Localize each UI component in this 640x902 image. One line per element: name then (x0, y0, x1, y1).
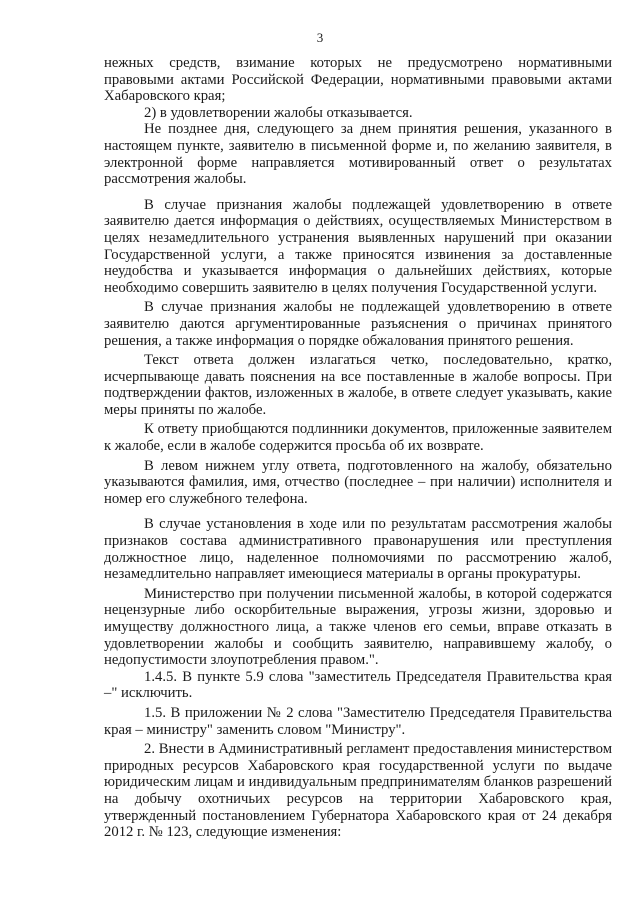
paragraph-complaint-rejected: В случае признания жалобы не подлежащей удовлетворению в ответе заявителю даются аргументированные разъяснения о причинах принятого решения, а также информация о порядке обжалования принятого решения. (104, 299, 612, 349)
paragraph-item-2: 2. Внести в Административный регламент предоставления министерством природных ресурсов Хабаровского края государственной услуги по выдаче юридическим лицам и индивидуальным предпринимателям бланков разрешений на добычу охотничьих ресурсов на территории Хабаровского края, утвержденный постановлением Губернатора Хабаровского края от 24 декабря 2012 г. № 123, следующие изменения: (104, 741, 612, 841)
paragraph-complaint-satisfied: В случае признания жалобы подлежащей удовлетворению в ответе заявителю дается информация о действиях, осуществляемых Министерством в целях незамедлительного устранения выявленных нарушений при оказании Государственной услуги, а также приносятся извинения за доставленные неудобства и указывается информация о дальнейших действиях, которые необходимо совершить заявителю в целях получения Государственной услуги. (104, 196, 612, 296)
paragraph-executor-info: В левом нижнем углу ответа, подготовленного на жалобу, обязательно указываются фамилия, имя, отчество (последнее – при наличии) исполнителя и номер его служебного телефона. (104, 457, 612, 507)
document-body (104, 55, 612, 841)
paragraph-refusal: 2) в удовлетворении жалобы отказывается. (144, 104, 413, 121)
page-number: 3 (316, 30, 324, 45)
paragraph-response-deadline: Не позднее дня, следующего за днем принятия решения, указанного в настоящем пункте, заявителю в письменной форме и, по желанию заявителя, в электронной форме направляется мотивированный ответ о результатах рассмотрения жалобы. (104, 121, 612, 188)
paragraph-abusive-complaint: Министерство при получении письменной жалобы, в которой содержатся нецензурные либо оскорбительные выражения, угрозы жизни, здоровью и имуществу должностного лица, а также членов его семьи, вправе отказать в удовлетворении жалобы и сообщить заявителю, направившему жалобу, о недопустимости злоупотребления правом.". (104, 585, 612, 669)
paragraph-item-1-5: 1.5. В приложении № 2 слова "Заместителю Председателя Правительства края – министру" заменить словом "Министру". (104, 704, 612, 738)
paragraph-continuation: нежных средств, взимание которых не предусмотрено нормативными правовыми актами Российской Федерации, нормативными правовыми актами Хабаровского края; (104, 55, 612, 105)
paragraph-original-documents: К ответу приобщаются подлинники документов, приложенные заявителем к жалобе, если в жалобе содержится просьба об их возврате. (104, 421, 612, 455)
paragraph-offense-detected: В случае установления в ходе или по результатам рассмотрения жалобы признаков состава административного правонарушения или преступления должностное лицо, наделенное полномочиями по рассмотрению жалоб, незамедлительно направляет имеющиеся материалы в органы прокуратуры. (104, 516, 612, 583)
paragraph-response-text: Текст ответа должен излагаться четко, последовательно, кратко, исчерпывающе давать пояснения на все поставленные в жалобе вопросы. При подтверждении фактов, изложенных в жалобе, в ответе следует указывать, какие меры приняты по жалобе. (104, 352, 612, 418)
paragraph-item-1-4-5: 1.4.5. В пункте 5.9 слова "заместитель Председателя Правительства края –" исключить. (104, 668, 612, 702)
